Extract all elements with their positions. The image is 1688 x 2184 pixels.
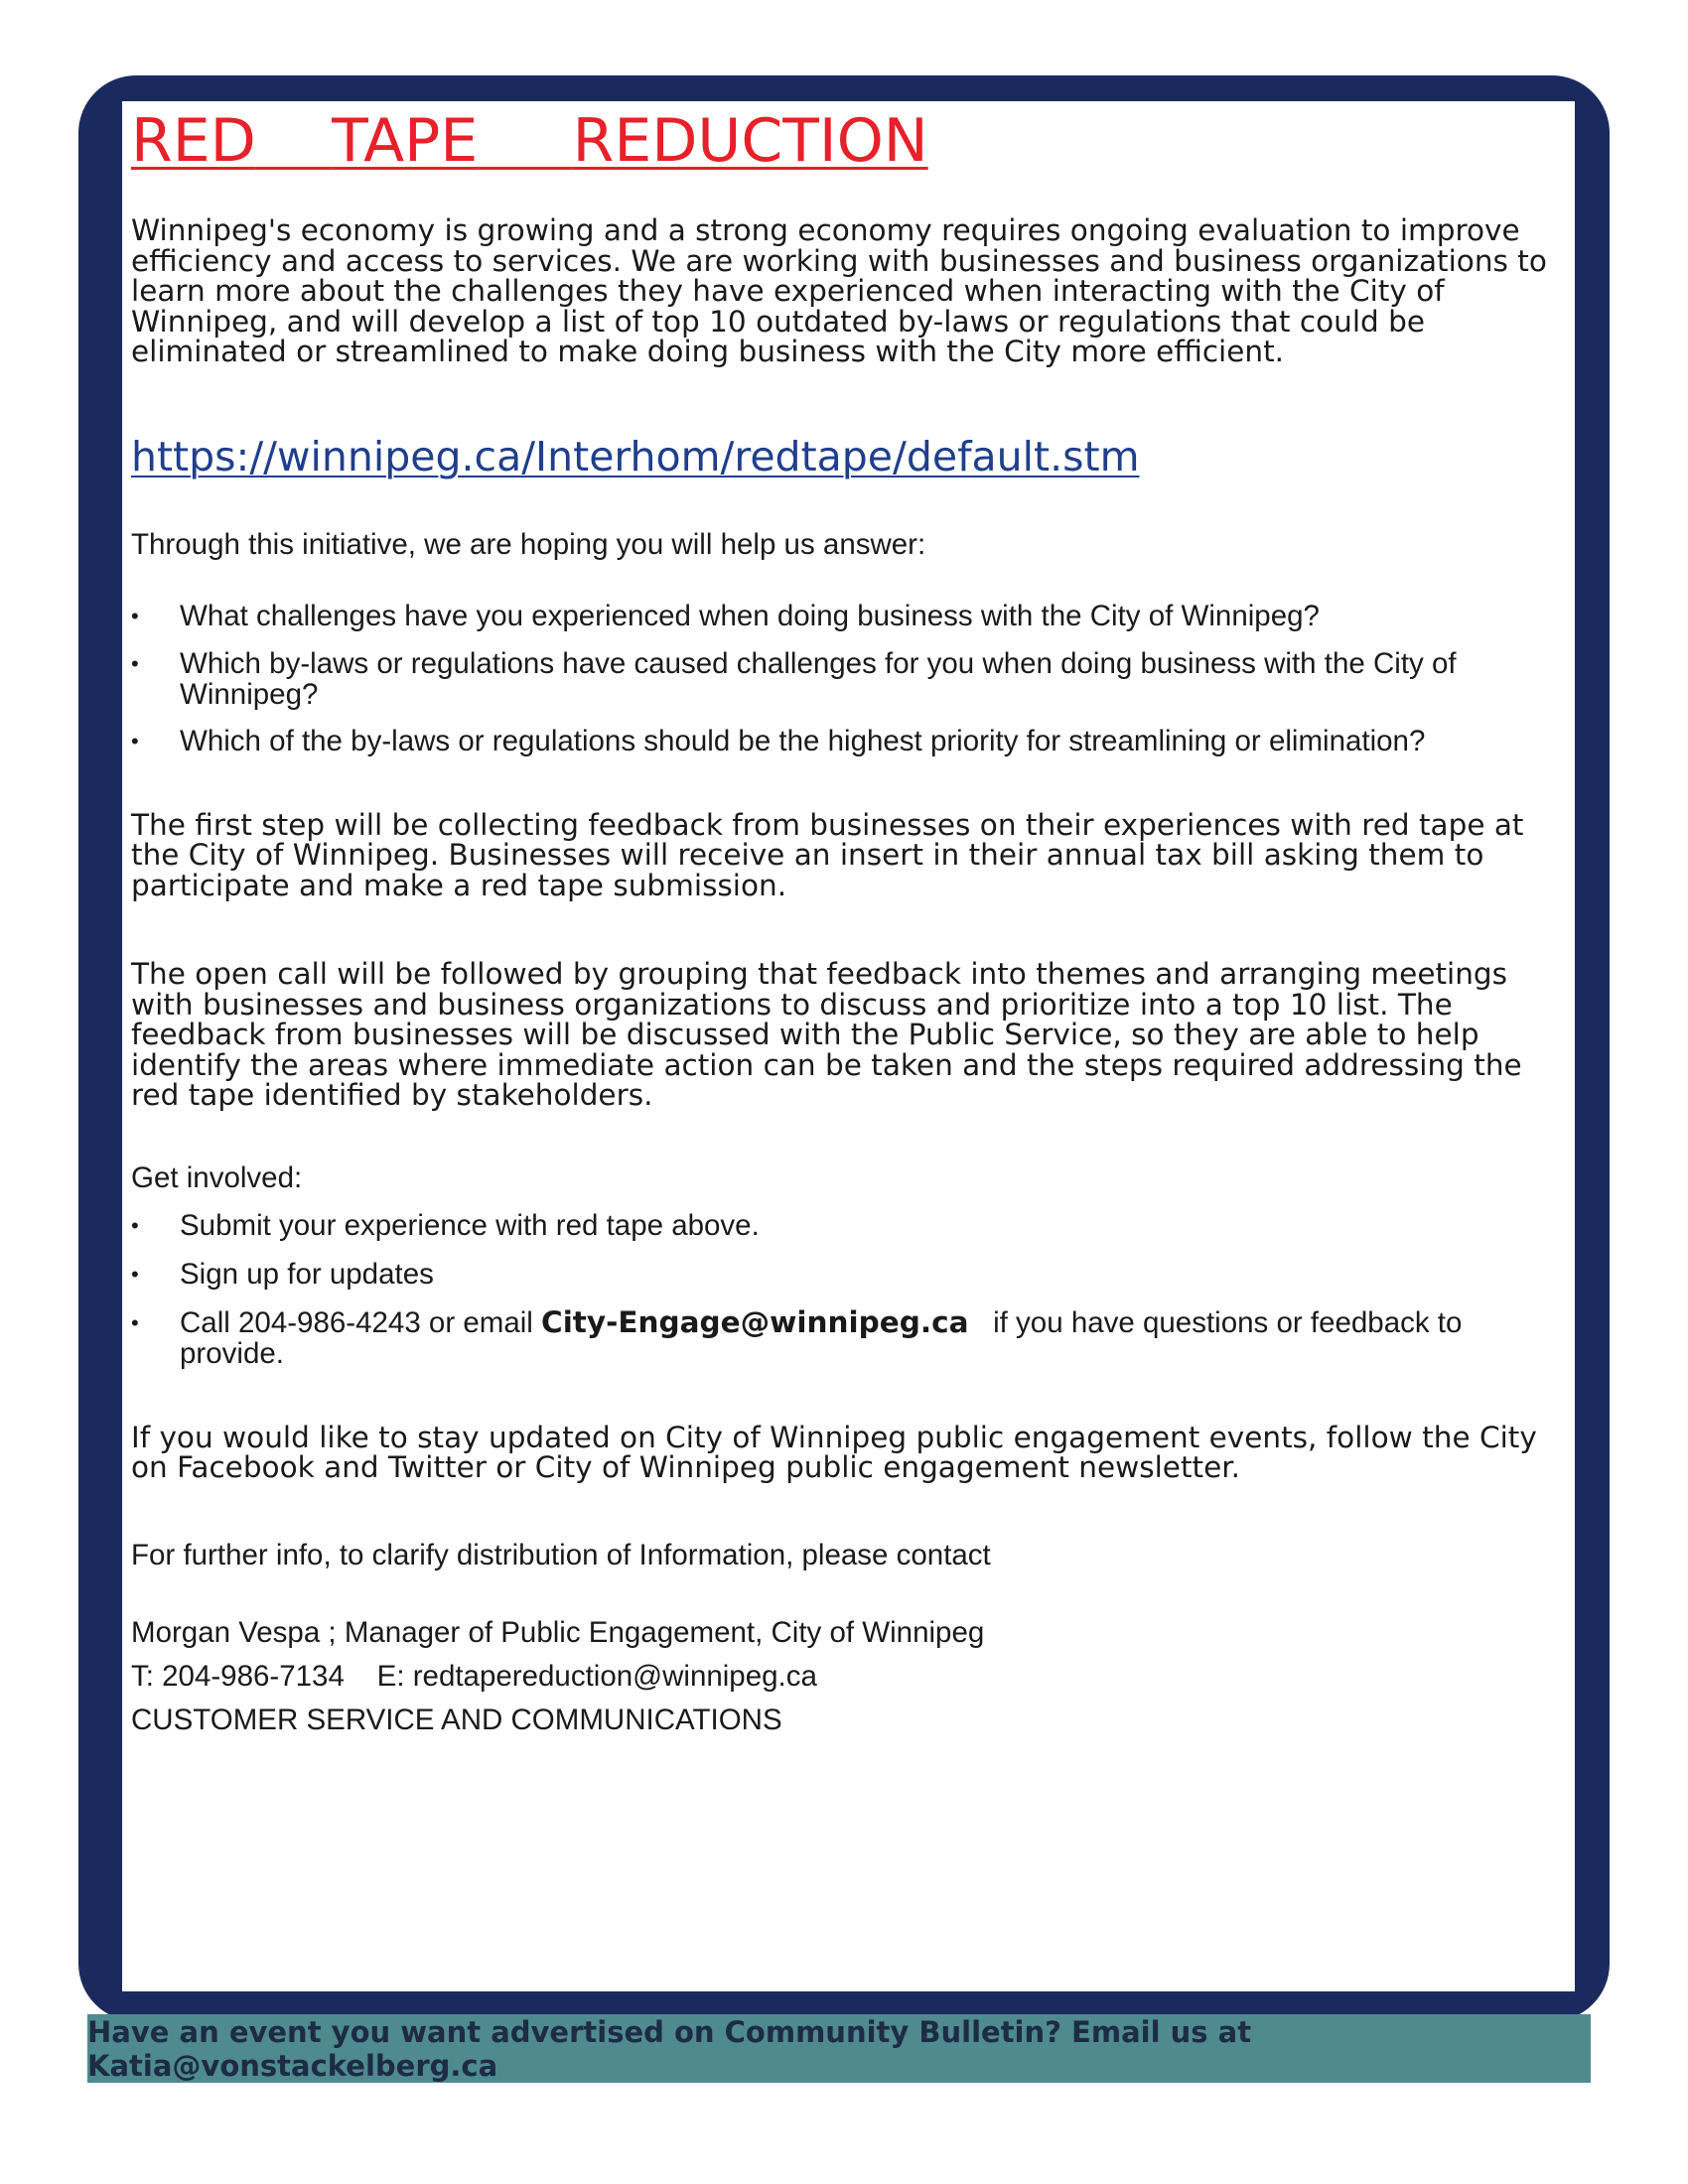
question-intro: Through this initiative, we are hoping you will help us answer: bbox=[131, 527, 926, 561]
further-info: For further info, to clarify distribution of Information, please contact bbox=[131, 1538, 991, 1571]
page-frame bbox=[78, 75, 1610, 2021]
title-word-reduction: REDUCTION bbox=[572, 106, 928, 176]
contact-department: CUSTOMER SERVICE AND COMMUNICATIONS bbox=[131, 1703, 782, 1736]
step1-paragraph: The first step will be collecting feedback from businesses on their experiences with red tape at the City of Winnipeg. Businesses will receive an insert in their annual tax bill asking them to participate and make a red tape submission. bbox=[131, 807, 1524, 902]
questions-list bbox=[131, 601, 1569, 756]
list-item: • Which by-laws or regulations have caused challenges for you when doing business with the City of Winnipeg? bbox=[131, 646, 1457, 711]
bullet-icon: • bbox=[131, 728, 139, 753]
bullet-icon: • bbox=[131, 603, 139, 628]
step2-paragraph: The open call will be followed by grouping that feedback into themes and arranging meetings with businesses and business organizations to discuss and prioritize into a top 10 list. The feedback from businesses will be discussed with the Public Service, so they are able to help identify the areas where immediate action can be taken and the steps required addressing the red tape identified by stakeholders. bbox=[131, 957, 1522, 1112]
bullet-icon: • bbox=[131, 650, 139, 676]
list-item: • Which of the by-laws or regulations should be the highest priority for streamlining or elimination? bbox=[131, 724, 1426, 757]
list-item: • Submit your experience with red tape above. bbox=[131, 1208, 760, 1242]
content-panel bbox=[122, 101, 1575, 1991]
redtape-link[interactable]: https://winnipeg.ca/Interhom/redtape/default.stm bbox=[131, 432, 1140, 480]
list-item: • Call 204-986-4243 or email City-Engage@winnipeg.ca if you have questions or feedback to provide. bbox=[131, 1304, 1463, 1370]
contact-phone: T: 204-986-7134 bbox=[131, 1659, 345, 1693]
get-involved-list bbox=[131, 1210, 1569, 1369]
list-item[interactable]: • Sign up for updates bbox=[131, 1257, 434, 1291]
footer-banner bbox=[87, 2014, 1591, 2083]
intro-paragraph: Winnipeg's economy is growing and a strong economy requires ongoing evaluation to improve efficiency and access to services. We are working with businesses and business organizations to learn more about the challenges they have experienced when interacting with the City of Winnipeg, and will develop a list of top 10 outdated by-laws or regulations that could be eliminated or streamlined to make doing business with the City more efficient. bbox=[131, 213, 1547, 368]
contact-name: Morgan Vespa ; Manager of Public Engagement, City of Winnipeg bbox=[131, 1615, 985, 1649]
contact-email[interactable]: E: redtapereduction@winnipeg.ca bbox=[376, 1659, 817, 1693]
footer-text: Have an event you want advertised on Community Bulletin? Email us at Katia@vonstackelberg.ca bbox=[87, 2014, 1252, 2083]
title-word-red: RED bbox=[131, 106, 256, 176]
title-word-tape: TAPE bbox=[332, 106, 479, 176]
bullet-icon: • bbox=[131, 1309, 139, 1335]
get-involved-heading: Get involved: bbox=[131, 1160, 303, 1194]
engage-email-link[interactable]: City-Engage@winnipeg.ca bbox=[541, 1304, 969, 1339]
bullet-icon: • bbox=[131, 1261, 139, 1287]
stay-updated-paragraph: If you would like to stay updated on City of Winnipeg public engagement events, follow the City on Facebook and Twitter or City of Winnipeg public engagement newsletter. bbox=[131, 1420, 1537, 1484]
list-item: • What challenges have you experienced when doing business with the City of Winnipeg? bbox=[131, 599, 1320, 632]
contact-line bbox=[131, 1661, 1569, 1693]
page-title bbox=[131, 101, 1569, 174]
bullet-icon: • bbox=[131, 1212, 139, 1238]
article bbox=[131, 101, 1569, 1736]
